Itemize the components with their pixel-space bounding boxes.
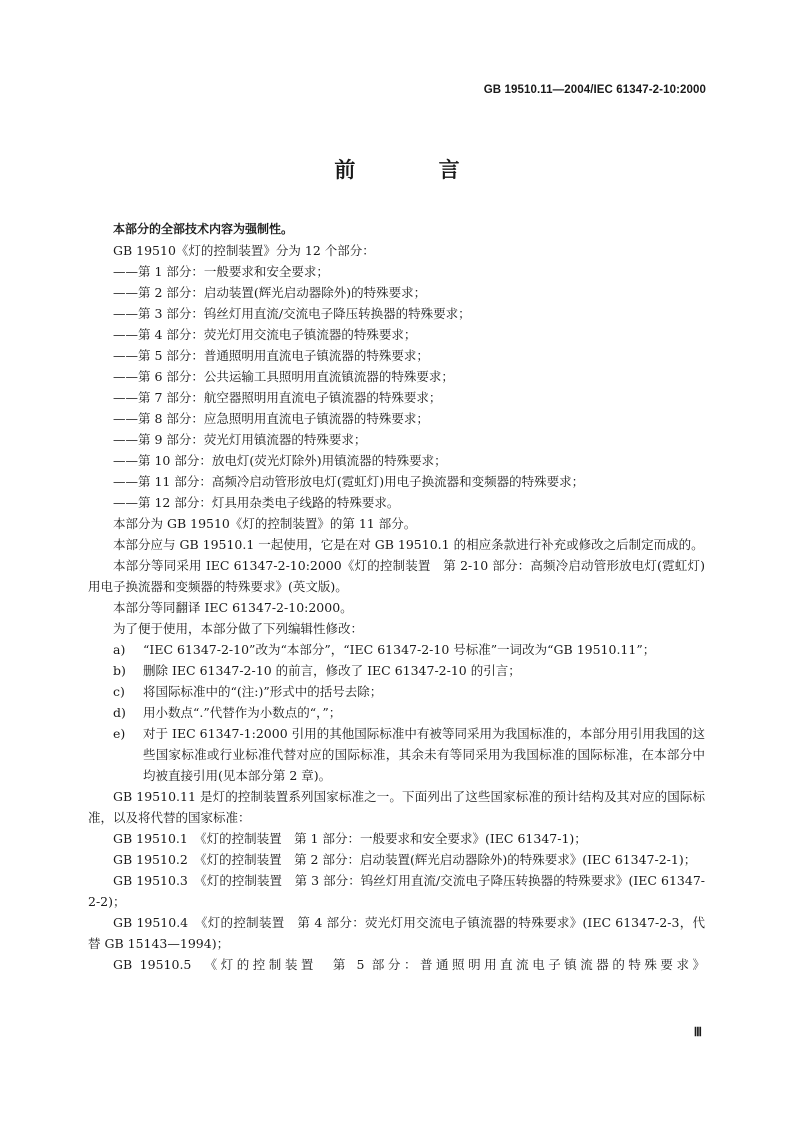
list-item: GB 19510.2 《灯的控制装置 第 2 部分：启动装置(辉光启动器除外)的特殊要求》(IEC 61347-2-1)； bbox=[113, 852, 697, 867]
page-number: Ⅲ bbox=[693, 1025, 702, 1039]
list-item bbox=[88, 723, 705, 786]
list-item bbox=[88, 660, 705, 681]
paragraph-series-intro: GB 19510.11 是灯的控制装置系列国家标准之一。下面列出了这些国家标准的预计结构及其对应的国际标准，以及将代替的国家标准： bbox=[88, 789, 705, 825]
paragraph-edits-intro: 为了便于使用，本部分做了下列编辑性修改： bbox=[113, 621, 364, 636]
list-marker: c) bbox=[113, 684, 125, 699]
list-item: ——第 11 部分：高频冷启动管形放电灯(霓虹灯)用电子换流器和变频器的特殊要求； bbox=[113, 474, 585, 489]
list-item bbox=[88, 639, 705, 660]
series-list bbox=[88, 828, 705, 975]
list-marker: e) bbox=[113, 726, 126, 741]
paragraph-part-number: 本部分为 GB 19510《灯的控制装置》的第 11 部分。 bbox=[113, 516, 417, 531]
list-item: ——第 6 部分：公共运输工具照明用直流镇流器的特殊要求； bbox=[113, 369, 454, 384]
list-item: ——第 2 部分：启动装置(辉光启动器除外)的特殊要求； bbox=[113, 285, 427, 300]
list-item: GB 19510.1 《灯的控制装置 第 1 部分：一般要求和安全要求》(IEC 61347-1)； bbox=[113, 831, 587, 846]
list-item: ——第 12 部分：灯具用杂类电子线路的特殊要求。 bbox=[113, 495, 400, 510]
standard-number-header: GB 19510.11—2004/IEC 61347-2-10:2000 bbox=[483, 84, 706, 96]
paragraph-adoption: 本部分等同采用 IEC 61347-2-10:2000《灯的控制装置 第 2-10 部分：高频冷启动管形放电灯(霓虹灯)用电子换流器和变频器的特殊要求》(英文版)。 bbox=[88, 558, 705, 594]
parts-intro: GB 19510《灯的控制装置》分为 12 个部分： bbox=[113, 243, 375, 258]
page-title: 前 言 bbox=[334, 158, 498, 182]
list-item: ——第 10 部分：放电灯(荧光灯除外)用镇流器的特殊要求； bbox=[113, 453, 447, 468]
list-text: 用小数点“.”代替作为小数点的“，”； bbox=[143, 705, 342, 720]
list-item bbox=[88, 681, 705, 702]
list-item bbox=[88, 702, 705, 723]
edits-list bbox=[88, 639, 705, 786]
list-text: 将国际标准中的“(注:)”形式中的括号去除； bbox=[143, 684, 383, 699]
list-marker: d) bbox=[113, 705, 126, 720]
list-item: ——第 1 部分：一般要求和安全要求； bbox=[113, 264, 329, 279]
list-item: ——第 8 部分：应急照明用直流电子镇流器的特殊要求； bbox=[113, 411, 429, 426]
list-text: 对于 IEC 61347-1:2000 引用的其他国际标准中有被等同采用为我国标准的，本部分用引用我国的这些国家标准或行业标准代替对应的国际标准，其余未有等同采用为我国标准的国际标准，在本部分中均被直接引用(见本部分第 2 章)。 bbox=[143, 726, 705, 783]
list-item: ——第 9 部分：荧光灯用镇流器的特殊要求； bbox=[113, 432, 367, 447]
list-item: GB 19510.3 《灯的控制装置 第 3 部分：钨丝灯用直流/交流电子降压转换器的特殊要求》(IEC 61347-2-2)； bbox=[88, 873, 705, 909]
paragraph-translation: 本部分等同翻译 IEC 61347-2-10:2000。 bbox=[113, 600, 353, 615]
parts-list bbox=[88, 261, 705, 513]
mandatory-statement: 本部分的全部技术内容为强制性。 bbox=[113, 222, 294, 236]
list-item: ——第 5 部分：普通照明用直流电子镇流器的特殊要求； bbox=[113, 348, 429, 363]
paragraph-usage: 本部分应与 GB 19510.1 一起使用，它是在对 GB 19510.1 的相应条款进行补充或修改之后制定而成的。 bbox=[113, 537, 704, 552]
list-text: 删除 IEC 61347-2-10 的前言，修改了 IEC 61347-2-10 的引言； bbox=[143, 663, 521, 678]
list-item: ——第 4 部分：荧光灯用交流电子镇流器的特殊要求； bbox=[113, 327, 417, 342]
list-text: “IEC 61347-2-10”改为“本部分”，“IEC 61347-2-10 号标准”一词改为“GB 19510.11”； bbox=[143, 642, 656, 657]
list-item: GB 19510.4 《灯的控制装置 第 4 部分：荧光灯用交流电子镇流器的特殊要求》(IEC 61347-2-3，代替 GB 15143—1994)； bbox=[88, 915, 705, 951]
list-marker: a) bbox=[113, 642, 126, 657]
list-item: ——第 7 部分：航空器照明用直流电子镇流器的特殊要求； bbox=[113, 390, 442, 405]
list-marker: b) bbox=[113, 663, 126, 678]
foreword-body bbox=[88, 219, 705, 975]
list-item: GB 19510.5 《灯的控制装置 第 5 部分：普通照明用直流电子镇流器的特殊要求》 bbox=[113, 957, 705, 972]
list-item: ——第 3 部分：钨丝灯用直流/交流电子降压转换器的特殊要求； bbox=[113, 306, 471, 321]
